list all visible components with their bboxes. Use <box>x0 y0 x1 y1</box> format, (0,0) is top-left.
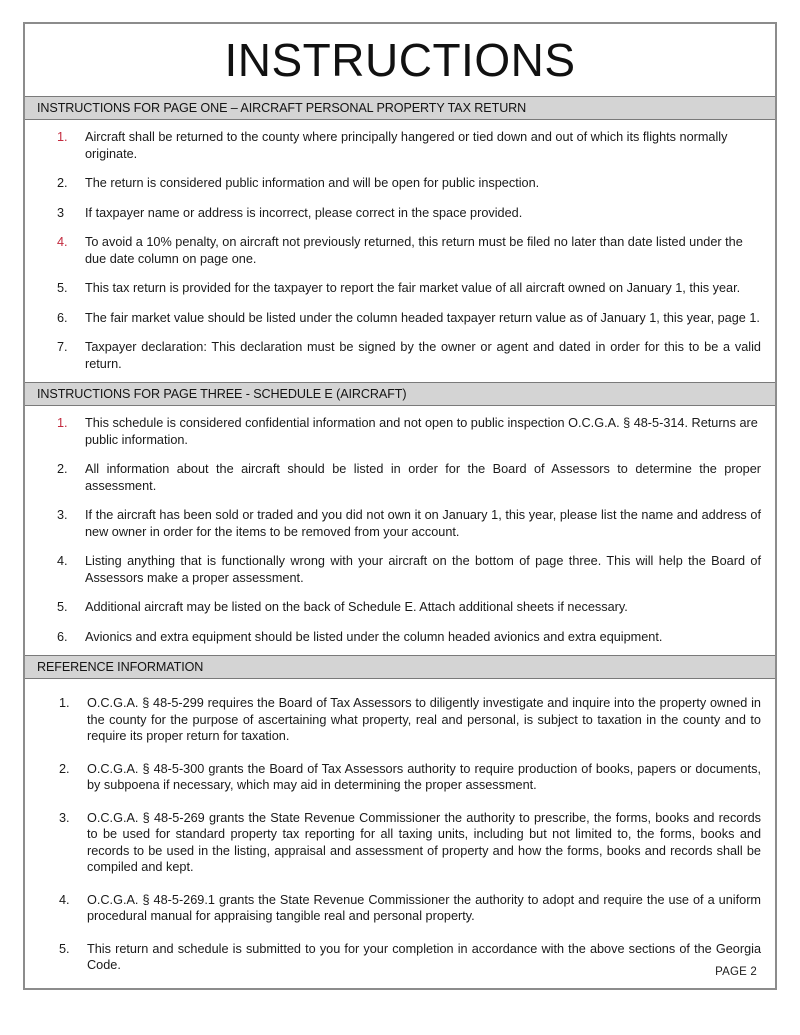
list-item-marker: 5. <box>59 941 70 956</box>
section-body-reference <box>25 679 775 990</box>
list-item <box>39 892 761 925</box>
list-item-text: O.C.G.A. § 48-5-269.1 grants the State Revenue Commissioner the authority to adopt and require the use of a uniform procedural manual for appraising tangible real and personal property. <box>87 892 761 923</box>
list-item-marker: 1. <box>57 416 68 430</box>
list-item-marker: 4. <box>59 892 70 907</box>
page-title: INSTRUCTIONS <box>224 34 576 86</box>
list-item-marker: 1. <box>57 130 68 144</box>
instruction-list-page-three <box>39 415 761 645</box>
list-item-text: Aircraft shall be returned to the county where principally hangered or tied down and out of which its flights normally originate. <box>85 130 728 161</box>
list-item-marker: 6. <box>57 310 68 325</box>
section-header-reference: REFERENCE INFORMATION <box>25 655 775 679</box>
document-page <box>23 22 777 990</box>
section-header-page-three: INSTRUCTIONS FOR PAGE THREE - SCHEDULE E (AIRCRAFT) <box>25 382 775 406</box>
list-item-marker: 6. <box>57 629 68 644</box>
list-item-marker: 2. <box>57 462 68 476</box>
list-item <box>39 310 761 327</box>
list-item <box>39 129 761 162</box>
list-item-marker: 5. <box>57 281 68 295</box>
list-item <box>39 205 761 222</box>
reference-list <box>39 695 761 974</box>
list-item-text: This return and schedule is submitted to you for your completion in accordance with the above sections of the Georgia Code. <box>87 941 761 972</box>
section-header-page-one: INSTRUCTIONS FOR PAGE ONE – AIRCRAFT PERSONAL PROPERTY TAX RETURN <box>25 96 775 120</box>
list-item-text: To avoid a 10% penalty, on aircraft not previously returned, this return must be filed no later than date listed under the due date column on page one. <box>85 235 743 266</box>
list-item <box>39 810 761 876</box>
list-item-text: O.C.G.A. § 48-5-300 grants the Board of Tax Assessors authority to require production of books, papers or documents, by subpoena if necessary, which may aid in determining the proper assessment. <box>87 761 761 792</box>
list-item <box>39 761 761 794</box>
list-item-marker: 3. <box>57 508 68 522</box>
list-item-text: If taxpayer name or address is incorrect, please correct in the space provided. <box>85 205 523 220</box>
list-item <box>39 695 761 745</box>
section-reference <box>25 655 775 990</box>
list-item-text: This schedule is considered confidential information and not open to public inspection O.C.G.A. § 48-5-314. Returns are public information. <box>85 416 758 447</box>
list-item <box>39 415 761 448</box>
list-item-marker: 1. <box>59 696 70 710</box>
list-item-text: Additional aircraft may be listed on the back of Schedule E. Attach additional sheets if necessary. <box>85 600 628 614</box>
list-item-marker: 3 <box>57 205 65 220</box>
list-item-text: O.C.G.A. § 48-5-269 grants the State Revenue Commissioner the authority to prescribe, the forms, books and records to be used for standard property tax reporting for all taxing units, including but not limited to, the forms, books and records to be used in the listing, appraisal and assessment of property and how the forms, books and records shall be compiled and kept. <box>87 810 761 874</box>
section-body-page-one <box>25 120 775 382</box>
list-item-text: Listing anything that is functionally wrong with your aircraft on the bottom of page three. This will help the Board of Assessors make a proper assessment. <box>85 554 761 585</box>
list-item-text: Taxpayer declaration: This declaration must be signed by the owner or agent and dated in order for this to be a valid return. <box>85 340 761 371</box>
list-item-text: The fair market value should be listed under the column headed taxpayer return value as of January 1, this year, page 1. <box>85 310 760 325</box>
list-item <box>39 599 761 616</box>
list-item-marker: 3. <box>59 810 70 825</box>
list-item-text: If the aircraft has been sold or traded and you did not own it on January 1, this year, please list the name and address of new owner in order for the items to be removed from your account. <box>85 508 761 539</box>
list-item <box>39 507 761 540</box>
page-footer: PAGE 2 <box>715 966 757 978</box>
list-item-text: This tax return is provided for the taxpayer to report the fair market value of all aircraft owned on January 1, this year. <box>85 281 741 295</box>
list-item-text: Avionics and extra equipment should be listed under the column headed avionics and extra equipment. <box>85 629 663 644</box>
list-item <box>39 280 761 297</box>
list-item <box>39 234 761 267</box>
list-item-text: The return is considered public information and will be open for public inspection. <box>85 176 540 190</box>
instruction-list-page-one <box>39 129 761 372</box>
list-item-text: All information about the aircraft should be listed in order for the Board of Assessors to determine the proper assessment. <box>85 462 761 493</box>
section-page-one <box>25 96 775 382</box>
list-item <box>39 629 761 646</box>
section-page-three <box>25 382 775 655</box>
section-body-page-three <box>25 406 775 655</box>
list-item <box>39 941 761 974</box>
list-item-marker: 5. <box>57 600 68 614</box>
list-item-marker: 4. <box>57 235 68 249</box>
list-item <box>39 175 761 192</box>
list-item-marker: 4. <box>57 554 68 568</box>
list-item-text: O.C.G.A. § 48-5-299 requires the Board of Tax Assessors to diligently investigate and inquire into the property owned in the county for the purpose of ascertaining what property, real and personal, is subject to taxation in the county and to require its proper return for taxation. <box>87 696 761 743</box>
list-item-marker: 7. <box>57 340 68 354</box>
list-item <box>39 461 761 494</box>
title-area <box>25 24 775 96</box>
list-item-marker: 2. <box>57 176 68 190</box>
list-item <box>39 553 761 586</box>
list-item <box>39 339 761 372</box>
list-item-marker: 2. <box>59 761 70 776</box>
